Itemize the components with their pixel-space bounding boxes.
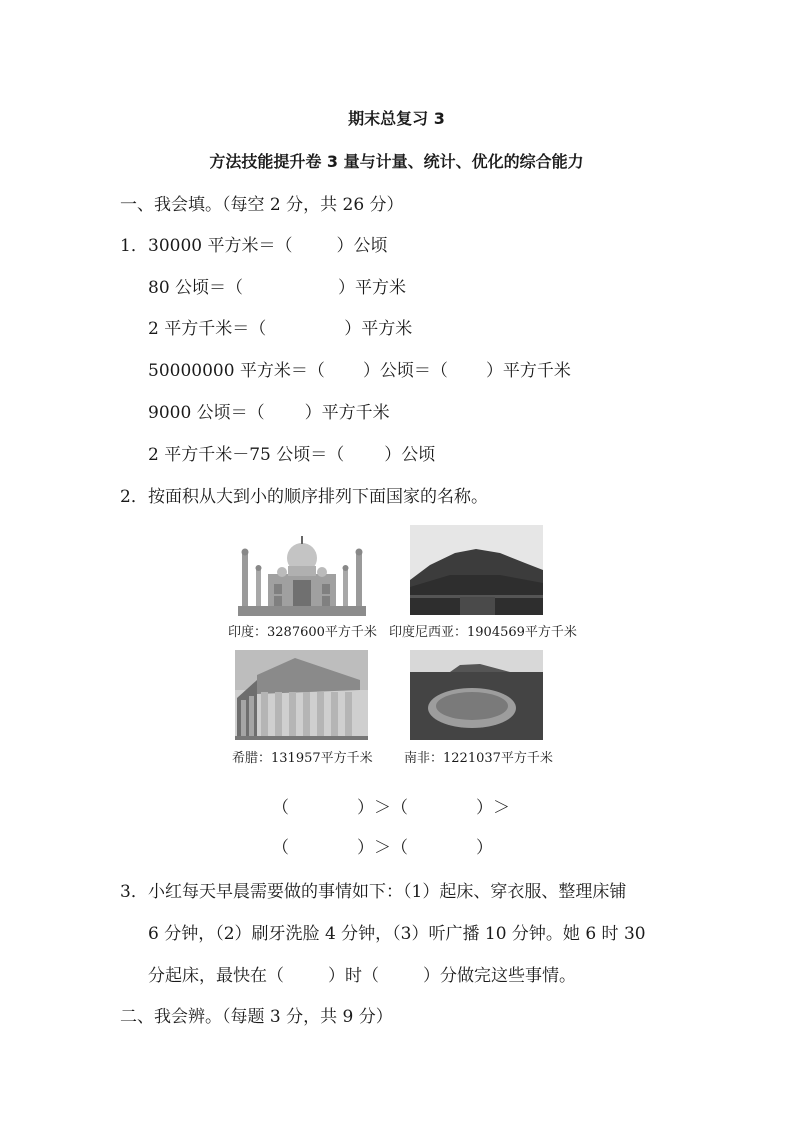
q1-line-6	[148, 440, 435, 465]
q3-line-3-prefix: 分起床，最快在（	[148, 966, 284, 986]
order-row-2	[272, 833, 493, 858]
taj-mahal-photo	[238, 530, 366, 616]
q1-line-1	[148, 231, 387, 256]
q1-line-6-prefix: 2 平方千米－75 公顷＝（	[148, 445, 345, 465]
caption-greece: 希腊：131957平方千米	[232, 751, 373, 766]
question-2-text: 按面积从大到小的顺序排列下面国家的名称。	[148, 487, 488, 507]
question-3-number: 3．	[120, 882, 148, 902]
q1-line-3-suffix: ）平方米	[344, 319, 413, 339]
question-3-line-3	[148, 961, 576, 986]
q1-line-2	[148, 273, 406, 298]
order-row-1-mid: ）＞（	[357, 798, 408, 818]
q1-line-5-prefix: 9000 公顷＝（	[148, 403, 265, 423]
q3-line-3-mid: ）时（	[328, 966, 379, 986]
order-row-2-mid: ）＞（	[357, 838, 408, 858]
question-2-number: 2．	[120, 487, 148, 507]
order-row-2-open: （	[272, 838, 289, 858]
caption-indonesia: 印度尼西亚：1904569平方千米	[389, 625, 577, 640]
question-1-number: 1．	[120, 236, 148, 256]
q1-line-1-prefix: 30000 平方米＝（	[148, 236, 293, 256]
section-1-heading: 一、我会填。（每空 2 分，共 26 分）	[120, 195, 404, 215]
q1-line-4-suffix: ）平方千米	[485, 361, 571, 381]
order-row-1-open: （	[272, 798, 289, 818]
q1-line-4-mid: ）公顷＝（	[362, 361, 448, 381]
section-2-heading: 二、我会辨。（每题 3 分，共 9 分）	[120, 1007, 393, 1027]
q1-line-2-prefix: 80 公顷＝（	[148, 278, 244, 298]
caption-south-africa: 南非：1221037平方千米	[404, 751, 553, 766]
order-row-2-close: ）	[476, 838, 493, 858]
order-row-1	[272, 793, 510, 818]
order-row-1-close: ）＞	[476, 798, 510, 818]
q1-line-1-suffix: ）公顷	[336, 236, 388, 256]
q1-line-5	[148, 398, 390, 423]
q1-line-4	[148, 356, 571, 381]
robben-island-photo	[410, 650, 543, 740]
q1-line-3-prefix: 2 平方千米＝（	[148, 319, 267, 339]
q1-line-4-prefix: 50000000 平方米＝（	[148, 361, 325, 381]
q1-line-6-suffix: ）公顷	[384, 445, 436, 465]
q1-line-2-suffix: ）平方米	[338, 278, 407, 298]
caption-india: 印度：3287600平方千米	[228, 625, 377, 640]
question-3-line-2: 6 分钟，（2）刷牙洗脸 4 分钟，（3）听广播 10 分钟。她 6 时 30	[148, 924, 646, 944]
question-3-line-1: 小红每天早晨需要做的事情如下：（1）起床、穿衣服、整理床铺	[148, 882, 627, 902]
q1-line-3	[148, 314, 412, 339]
q1-line-5-suffix: ）平方千米	[304, 403, 390, 423]
q3-line-3-suffix: ）分做完这些事情。	[423, 966, 576, 986]
page-title: 期末总复习 3	[348, 109, 445, 128]
parthenon-photo	[235, 650, 368, 740]
borobudur-photo	[410, 525, 543, 615]
page-subtitle: 方法技能提升卷 3 量与计量、统计、优化的综合能力	[209, 152, 584, 171]
